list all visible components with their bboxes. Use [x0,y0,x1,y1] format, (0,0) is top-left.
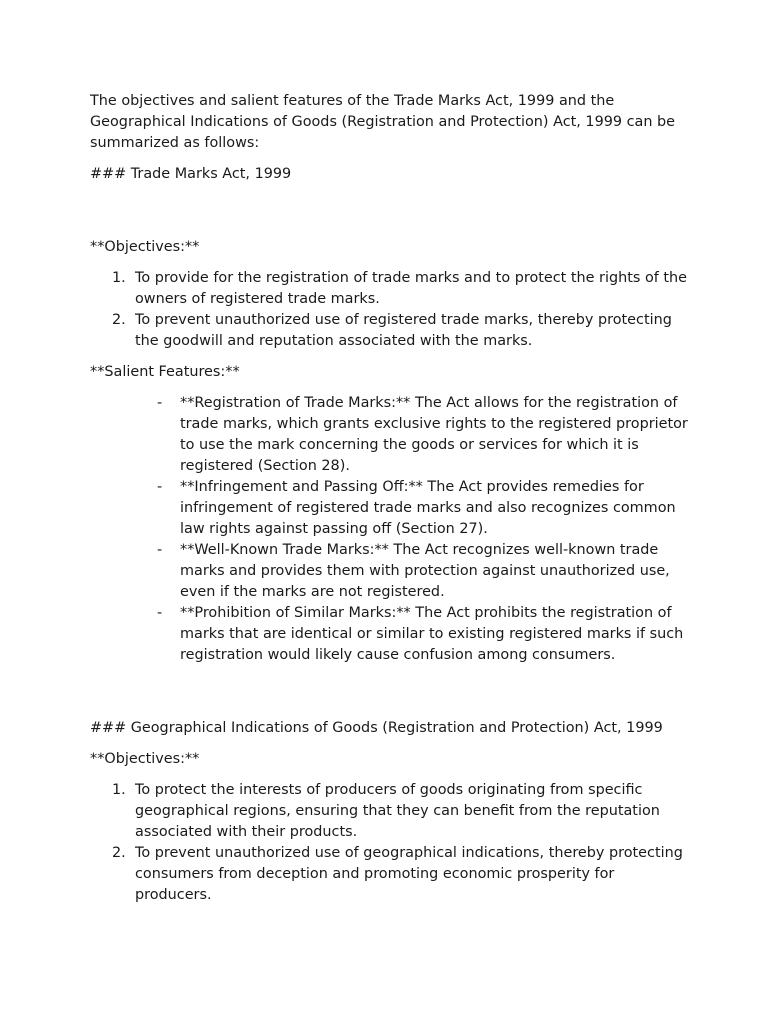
list-item-text: **Well-Known Trade Marks:** The Act recognizes well-known trade marks and provides them with protection against unauthorized use, even if the marks are not registered. [180,542,670,600]
list-item-text: To prevent unauthorized use of registered trade marks, thereby protecting the goodwill and reputation associated with the marks. [135,312,672,349]
salient-features-label: **Salient Features:** [90,364,240,380]
list-bullet: - [157,605,163,621]
list-number: 2. [112,845,126,861]
list-item-text: **Registration of Trade Marks:** The Act allows for the registration of trade marks, which grants exclusive rights to the registered proprietor to use the mark concerning the goods or services for which it is registered (Section 28). [180,395,688,474]
objectives-label: **Objectives:** [90,751,200,767]
list-item [90,268,690,310]
list-number: 2. [112,312,126,328]
list-item-text: To protect the interests of producers of goods originating from specific geographical regions, ensuring that they can benefit from the reputation associated with their products. [135,782,660,840]
section-heading-geographical-indications: ### Geographical Indications of Goods (Registration and Protection) Act, 1999 [90,720,663,736]
list-item-text: To provide for the registration of trade marks and to protect the rights of the owners of registered trade marks. [135,270,688,307]
features-list [90,393,690,666]
list-bullet: - [157,395,163,411]
list-bullet: - [157,479,163,495]
list-item [90,310,690,352]
objectives-list [90,268,690,352]
objectives-list [90,780,690,906]
intro-paragraph: The objectives and salient features of the Trade Marks Act, 1999 and the Geographical Indications of Goods (Registration and Protection) Act, 1999 can be summarized as follows: [90,93,676,151]
list-item [90,393,690,477]
list-item [90,603,690,666]
list-item [90,540,690,603]
list-number: 1. [112,270,126,286]
list-item [90,780,690,843]
list-item [90,843,690,906]
list-item-text: **Prohibition of Similar Marks:** The Act prohibits the registration of marks that are identical or similar to existing registered marks if such registration would likely cause confusion among consumers. [180,605,684,663]
list-number: 1. [112,782,126,798]
list-item [90,477,690,540]
list-item-text: To prevent unauthorized use of geographical indications, thereby protecting consumers from deception and promoting economic prosperity for producers. [135,845,683,903]
document-page [90,91,690,916]
objectives-label: **Objectives:** [90,239,200,255]
list-bullet: - [157,542,163,558]
section-heading-trade-marks: ### Trade Marks Act, 1999 [90,166,292,182]
list-item-text: **Infringement and Passing Off:** The Act provides remedies for infringement of registered trade marks and also recognizes common law rights against passing off (Section 27). [180,479,676,537]
